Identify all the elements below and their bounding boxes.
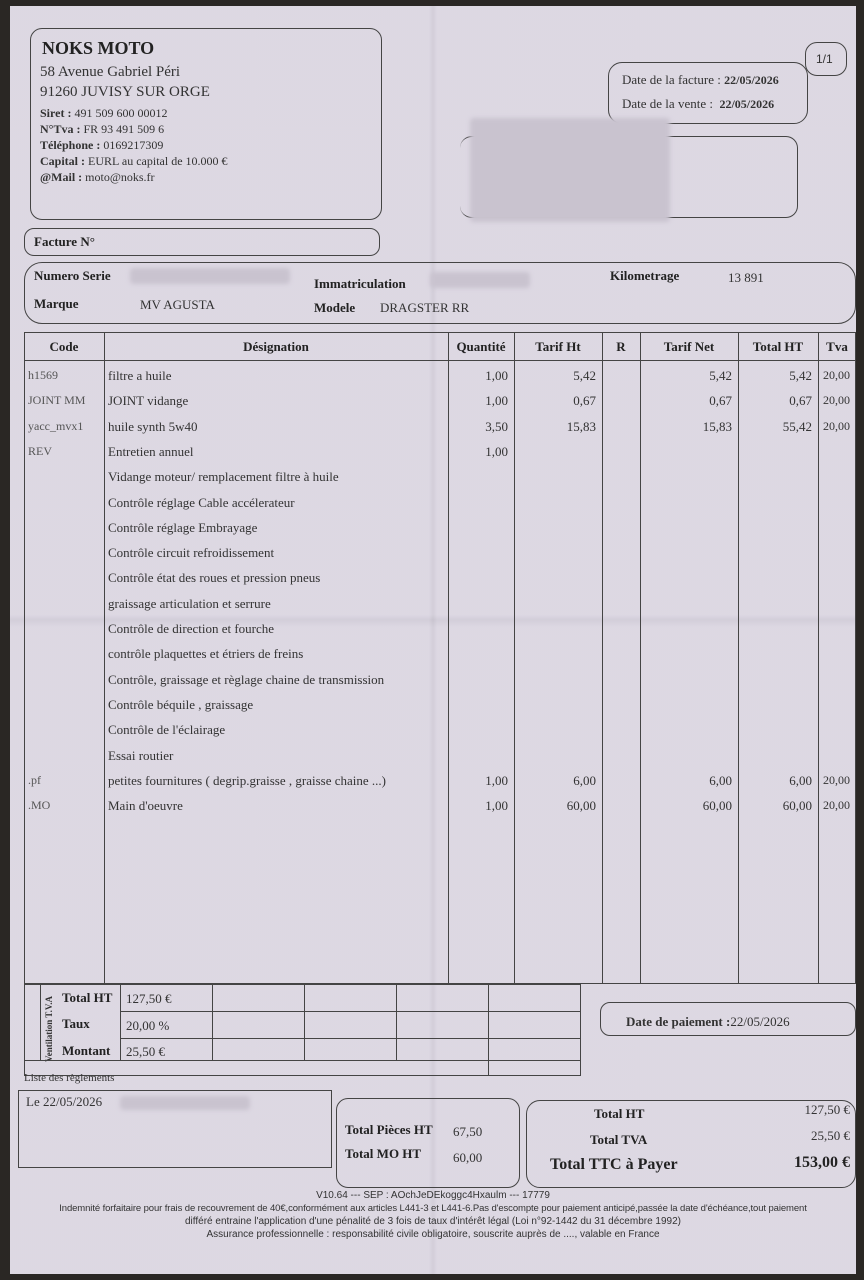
company-address-2: 91260 JUVISY SUR ORGE <box>40 84 210 100</box>
pieces-total-value: 67,50 <box>453 1124 483 1139</box>
item-total-ht: 55,42 <box>782 418 812 434</box>
item-designation: Contrôle, graissage et règlage chaine de transmission <box>108 671 385 687</box>
client-redacted <box>470 118 670 222</box>
header-tva: Tva <box>826 339 848 354</box>
item-designation: Contrôle réglage Cable accélerateur <box>108 494 295 510</box>
mo-total-value: 60,00 <box>453 1150 483 1165</box>
item-designation: Main d'oeuvre <box>108 798 183 814</box>
total-tva-value: 25,50 € <box>811 1128 850 1143</box>
vent-montant-value: 25,50 € <box>126 1044 165 1059</box>
mo-total-label: Total MO HT <box>345 1146 422 1161</box>
company-address-1: 58 Avenue Gabriel Péri <box>40 64 181 80</box>
vent-total-ht-value: 127,50 € <box>126 991 172 1006</box>
pieces-mo-box <box>336 1098 520 1188</box>
brand-label: Marque <box>34 296 79 311</box>
item-tarif-ht: 60,00 <box>566 798 596 814</box>
item-tva: 20,00 <box>823 418 850 433</box>
item-code: JOINT MM <box>28 393 86 408</box>
header-tarif-ht: Tarif Ht <box>535 339 581 354</box>
footer-insurance: Assurance professionnelle : responsabilité civile obligatoire, souscrite auprès de ...., valable en France <box>206 1229 660 1240</box>
header-quantity: Quantité <box>456 339 506 354</box>
company-tva: N°Tva : FR 93 491 509 6 <box>40 122 165 136</box>
item-total-ht: 0,67 <box>789 393 812 409</box>
item-tva: 20,00 <box>823 772 850 787</box>
vent-taux-value: 20,00 % <box>126 1018 170 1033</box>
item-tarif-net: 60,00 <box>702 798 732 814</box>
total-tva-label: Total TVA <box>590 1132 648 1147</box>
header-code: Code <box>49 339 79 354</box>
header-designation: Désignation <box>243 339 309 354</box>
total-ttc-value: 153,00 € <box>794 1154 850 1171</box>
total-ttc-label: Total TTC à Payer <box>550 1156 678 1173</box>
item-designation: Contrôle de direction et fourche <box>108 621 275 636</box>
vent-total-ht-label: Total HT <box>62 990 113 1005</box>
item-designation: Contrôle circuit refroidissement <box>108 545 275 561</box>
item-designation: graissage articulation et serrure <box>108 595 271 611</box>
total-ht-label: Total HT <box>594 1106 645 1121</box>
footer-legal-2: différé entraine l'application d'une pénalité de 3 fois de taux d'intérêt légal (Loi n°92-1442 du 31 décembre 1992) <box>185 1216 681 1227</box>
header-total-ht: Total HT <box>752 339 804 354</box>
model-value: DRAGSTER RR <box>380 300 470 315</box>
item-designation: Contrôle réglage Embrayage <box>108 519 258 535</box>
item-tarif-ht: 15,83 <box>566 418 596 434</box>
item-tarif-ht: 0,67 <box>573 393 596 409</box>
item-designation: Contrôle béquile , graissage <box>108 696 254 712</box>
item-designation: Contrôle de l'éclairage <box>108 722 226 738</box>
item-quantity: 1,00 <box>485 368 508 383</box>
item-tarif-ht: 6,00 <box>573 772 596 788</box>
model-label: Modele <box>314 300 356 315</box>
item-designation: contrôle plaquettes et étriers de freins <box>108 646 304 662</box>
serial-redacted <box>130 268 290 284</box>
item-total-ht: 60,00 <box>782 798 812 814</box>
item-tva: 20,00 <box>823 368 850 382</box>
item-designation: filtre a huile <box>108 368 172 383</box>
footer-version: V10.64 --- SEP : AOchJeDEkoggc4Hxaulm --- 17779 <box>316 1190 550 1201</box>
mileage-label: Kilometrage <box>610 268 680 283</box>
item-code: yacc_mvx1 <box>28 418 84 433</box>
sale-date-row: Date de la vente : 22/05/2026 <box>622 96 775 111</box>
item-tarif-ht: 5,42 <box>573 368 596 383</box>
payment-line: Le 22/05/2026 <box>26 1094 103 1109</box>
invoice-date-row: Date de la facture : 22/05/2026 <box>622 72 779 87</box>
immat-redacted <box>430 272 530 288</box>
item-quantity: 1,00 <box>485 772 508 788</box>
payment-date: Date de paiement :22/05/2026 <box>626 1014 790 1029</box>
item-designation: Essai routier <box>108 747 174 763</box>
item-tarif-net: 15,83 <box>702 418 732 434</box>
item-tva: 20,00 <box>823 798 850 813</box>
company-name: NOKS MOTO <box>42 38 155 58</box>
item-code: REV <box>28 443 52 458</box>
company-mail: @Mail : moto@noks.fr <box>40 170 155 184</box>
item-designation: Contrôle état des roues et pression pneus <box>108 570 321 586</box>
item-designation: huile synth 5w40 <box>108 418 198 434</box>
company-capital: Capital : EURL au capital de 10.000 € <box>40 154 228 168</box>
item-code: h1569 <box>28 368 58 382</box>
item-code: .MO <box>28 798 51 813</box>
invoice-paper <box>10 6 856 1274</box>
pieces-total-label: Total Pièces HT <box>345 1122 433 1137</box>
item-tarif-net: 5,42 <box>709 368 732 383</box>
item-total-ht: 5,42 <box>789 368 812 383</box>
item-tva: 20,00 <box>823 393 850 408</box>
payments-list-label: Liste des règlements <box>24 1072 115 1084</box>
company-phone: Téléphone : 0169217309 <box>40 138 164 152</box>
item-total-ht: 6,00 <box>789 772 812 788</box>
payment-redacted <box>120 1096 250 1110</box>
total-ht-value: 127,50 € <box>804 1102 850 1117</box>
item-designation: Vidange moteur/ remplacement filtre à huile <box>108 469 339 485</box>
mileage-value: 13 891 <box>728 270 764 285</box>
item-designation: JOINT vidange <box>108 393 189 409</box>
footer-legal-1: Indemnité forfaitaire pour frais de recouvrement de 40€,conformément aux articles L441-3 et L441-6.Pas d'escompte pour paiement anticipé,passée la date d'échéance,tout paiement <box>59 1203 807 1214</box>
immat-label: Immatriculation <box>314 276 406 291</box>
item-tarif-net: 0,67 <box>709 393 732 409</box>
item-quantity: 1,00 <box>485 393 508 409</box>
header-r: R <box>616 339 626 354</box>
items-header-divider <box>24 360 856 361</box>
brand-value: MV AGUSTA <box>140 297 215 312</box>
tva-ventilation-title: Ventilation T.V.A <box>44 996 54 1062</box>
items-column-divider <box>104 332 105 984</box>
vent-taux-label: Taux <box>62 1016 90 1031</box>
item-tarif-net: 6,00 <box>709 772 732 788</box>
item-quantity: 1,00 <box>485 798 508 814</box>
serial-label: Numero Serie <box>34 268 111 283</box>
header-tarif-net: Tarif Net <box>663 339 715 354</box>
vent-montant-label: Montant <box>62 1043 111 1058</box>
item-quantity: 3,50 <box>485 418 508 434</box>
items-column-divider <box>602 332 603 984</box>
page-number: 1/1 <box>816 52 833 66</box>
item-designation: Entretien annuel <box>108 443 194 459</box>
invoice-number-label: Facture N° <box>34 234 95 249</box>
item-quantity: 1,00 <box>485 443 508 459</box>
item-code: .pf <box>28 772 41 787</box>
company-siret: Siret : 491 509 600 00012 <box>40 106 168 120</box>
item-designation: petites fournitures ( degrip.graisse , graisse chaine ...) <box>108 772 386 788</box>
